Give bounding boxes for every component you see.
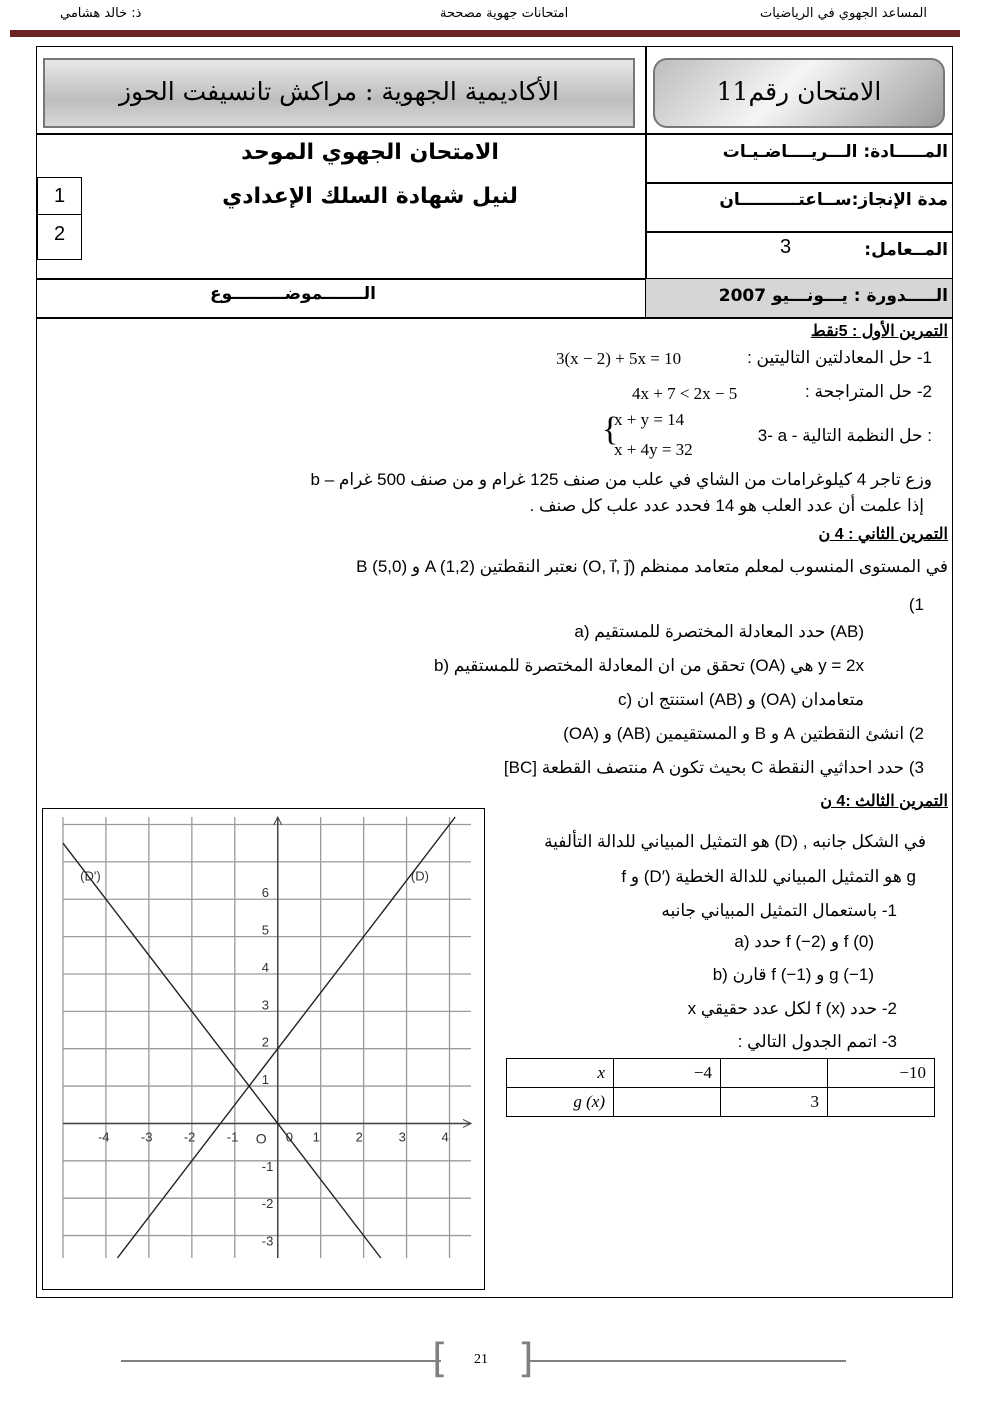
table-cell[interactable] (614, 1088, 721, 1117)
brace-icon: { (602, 411, 619, 448)
exercise2-title: التمرين الثاني : 4 ن (818, 526, 948, 543)
x-tick-label: -1 (226, 1129, 239, 1145)
x-tick-label: -4 (97, 1129, 110, 1145)
bracket-left-icon: [ (432, 1336, 448, 1382)
footer-line-right (530, 1360, 846, 1362)
y-tick-label: 5 (261, 922, 269, 938)
page-box-1: 1 (37, 177, 82, 215)
y-tick-label: 4 (261, 959, 269, 975)
exam-title-line2: لنيل شهادة السلك الإعدادي (222, 184, 518, 209)
ex2-q2: 2) انشئ النقطتين A و B و المستقيمين (AB) و (OA) (563, 724, 924, 743)
bracket-right-icon: ] (518, 1336, 534, 1382)
y-tick-label: 3 (261, 997, 269, 1013)
origin-label: O (255, 1130, 267, 1147)
ex1-q3b-line2: إذا علمت أن عدد العلب هو 14 فحدد عدد علب كل صنف . (529, 496, 924, 515)
ex1-q2-text: 2- حل المتراجحة : (805, 382, 932, 401)
ex3-q2: 2- حدد f (x) لكل عدد حقيقي x (687, 999, 897, 1018)
divider (36, 317, 953, 319)
ex1-q1-math: 3(x − 2) + 5x = 10 (556, 349, 682, 368)
label-D-prime: (D') (80, 868, 101, 884)
divider (36, 133, 953, 135)
ex1-q1-text: 1- حل المعادلتين التاليتين : (747, 348, 932, 367)
values-table (506, 1058, 935, 1117)
ex3-intro2: f و (D′) هو التمثيل المبياني للدالة الخطية g (621, 867, 916, 886)
x-tick-label: 1 (312, 1129, 320, 1145)
ex2-c: c) استنتج ان (AB) و (OA) متعامدان (617, 690, 864, 709)
divider (645, 182, 953, 184)
exercise1-title: التمرين الأول : 5نقط (810, 323, 948, 340)
ex1-q2-math: 4x + 7 < 2x − 5 (632, 384, 738, 403)
page-box-2: 2 (37, 214, 82, 260)
ex2-b: b) تحقق من ان المعادلة المختصرة للمستقيم (OA) هي y = 2x (433, 656, 864, 675)
subject: المـــــادة: الـــريــــاضـيـات (722, 142, 948, 162)
table-cell: g (x) (507, 1088, 614, 1117)
header-center: امتحانات جهوية مصححة (440, 6, 569, 21)
graph-frame (42, 808, 485, 1290)
table-row (507, 1088, 935, 1117)
table-cell[interactable]: −4 (614, 1059, 721, 1088)
topic: الـــــــموضـــــــــوع (210, 284, 376, 304)
exam-number: الامتحان رقم11 (653, 58, 945, 128)
x-tick-label: -2 (183, 1129, 196, 1145)
function-graph (43, 809, 483, 1288)
x-tick-label: -3 (140, 1129, 153, 1145)
session: الـــــدورة : يـــونـــيو 2007 (718, 286, 948, 306)
divider (645, 231, 953, 233)
x-tick-label: 4 (441, 1129, 449, 1145)
header-right: المساعد الجهوي في الرياضيات (759, 6, 927, 21)
ex2-intro: في المستوى المنسوب لمعلم متعامد ممنظم (O, i⃗, j⃗) نعتبر النقطتين A (1,2) و B (5,0) (356, 557, 948, 576)
ex1-sys2: x + 4y = 32 (614, 440, 693, 459)
y-tick-label: 2 (261, 1034, 269, 1050)
x-tick-label: 3 (398, 1129, 406, 1145)
x-tick-label: 0 (285, 1129, 293, 1145)
footer-line-left (121, 1360, 441, 1362)
table-cell[interactable]: 3 (721, 1088, 828, 1117)
exam-title-line1: الامتحان الجهوي الموحد (241, 140, 499, 165)
ex1-q3b-line1: b – وزع تاجر 4 كيلوغرامات من الشاي في علب من صنف 125 غرام و من صنف 500 غرام (310, 470, 932, 489)
table-row (507, 1059, 935, 1088)
ex2-a: a) حدد المعادلة المختصرة للمستقيم (AB) (574, 622, 864, 641)
ex3-intro1: في الشكل جانبه , (D) هو التمثيل المبياني للدالة التألفية (544, 832, 926, 851)
label-D: (D) (410, 868, 429, 884)
ex2-part1: (1 (908, 595, 924, 614)
coefficient-label: المــعامل: (864, 240, 948, 260)
y-tick-label: 1 (261, 1072, 269, 1088)
table-cell[interactable] (828, 1088, 935, 1117)
coefficient-value: 3 (780, 236, 792, 258)
ex1-sys1: x + y = 14 (614, 410, 685, 429)
ex3-q1: 1- باستعمال التمثيل المبياني جانبه (661, 901, 897, 920)
exercise3-title: التمرين الثالث :4 ن (820, 793, 948, 810)
ex3-q3: 3- اتمم الجدول التالي : (737, 1032, 897, 1051)
table-cell[interactable]: −10 (828, 1059, 935, 1088)
ex1-q3-text: 3- a - حل النظمة التالية : (757, 426, 932, 445)
academy-title: الأكاديمية الجهوية : مراكش تانسيفت الحوز (43, 58, 635, 128)
header-left: ذ: خالد هشامي (60, 6, 142, 21)
table-cell: x (507, 1059, 614, 1088)
y-tick-label: -2 (261, 1196, 274, 1212)
line-D-prime (63, 843, 381, 1258)
ex2-q3: 3) حدد احداثيي النقطة C بحيث تكون A منتصف القطعة [BC] (503, 758, 924, 777)
header-bar (10, 30, 960, 37)
y-tick-label: -3 (261, 1233, 274, 1249)
x-tick-label: 2 (355, 1129, 363, 1145)
line-D (117, 817, 455, 1258)
duration: مدة الإنجاز:ســاعتــــــــــان (719, 190, 948, 210)
page-number: 21 (474, 1352, 488, 1367)
y-tick-label: 6 (261, 885, 269, 901)
table-cell[interactable] (721, 1059, 828, 1088)
ex3-q1b: b) قارن f (−1) و g (−1) (712, 965, 874, 984)
ex3-q1a: a) حدد f (−2) و f (0) (734, 932, 874, 951)
y-tick-label: -1 (261, 1158, 274, 1174)
